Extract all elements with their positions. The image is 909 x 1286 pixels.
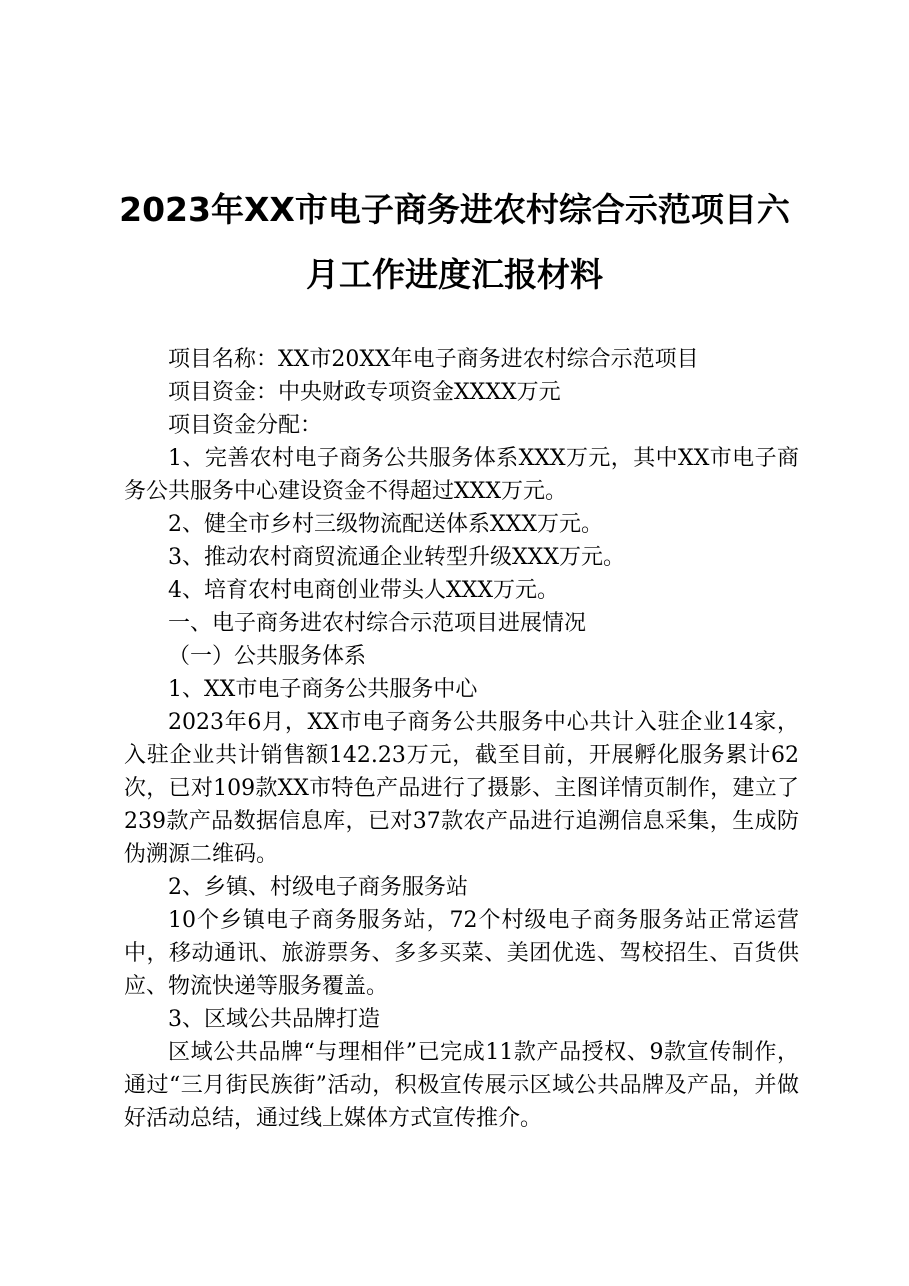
document-body <box>124 343 799 1135</box>
allocation-item-4: 4、培育农村电商创业带头人XXX万元。 <box>168 578 559 603</box>
brand-paragraph: 区域公共品牌“与理相伴”已完成11款产品授权、9款宣传制作，通过“三月街民族街”活动，积极宣传展示区域公共品牌及产品，并做好活动总结，通过线上媒体方式宣传推介。 <box>124 1040 799 1131</box>
item-heading-2: 2、乡镇、村级电子商务服务站 <box>168 875 468 900</box>
item-heading-3: 3、区域公共品牌打造 <box>168 1007 380 1032</box>
document-title-line-1: 2023年XX市电子商务进农村综合示范项目六 <box>119 190 790 229</box>
subsection-heading-1: （一）公共服务体系 <box>168 644 367 669</box>
funds-allocation-heading: 项目资金分配： <box>168 413 323 438</box>
section-heading-1: 一、电子商务进农村综合示范项目进展情况 <box>168 611 587 636</box>
service-stations-paragraph: 10个乡镇电子商务服务站，72个村级电子商务服务站正常运营中，移动通讯、旅游票务、多多买菜、美团优选、驾校招生、百货供应、物流快递等服务覆盖。 <box>124 908 799 999</box>
document-title-line-2: 月工作进度汇报材料 <box>306 255 603 294</box>
allocation-item-3: 3、推动农村商贸流通企业转型升级XXX万元。 <box>168 545 625 570</box>
allocation-item-2: 2、健全市乡村三级物流配送体系XXX万元。 <box>168 512 603 537</box>
project-name-paragraph: 项目名称：XX市20XX年电子商务进农村综合示范项目 <box>168 347 699 372</box>
allocation-item-1: 1、完善农村电子商务公共服务体系XXX万元，其中XX市电子商务公共服务中心建设资金不得超过XXX万元。 <box>124 446 799 504</box>
item-heading-1: 1、XX市电子商务公共服务中心 <box>168 677 478 702</box>
project-funds-paragraph: 项目资金：中央财政专项资金XXXX万元 <box>168 380 561 405</box>
service-center-paragraph: 2023年6月，XX市电子商务公共服务中心共计入驻企业14家，入驻企业共计销售额142.23万元，截至目前，开展孵化服务累计62次，已对109款XX市特色产品进行了摄影、主图详情页制作，建立了239款产品数据信息库，已对37款农产品进行追溯信息采集，生成防伪溯源二维码。 <box>124 710 799 867</box>
